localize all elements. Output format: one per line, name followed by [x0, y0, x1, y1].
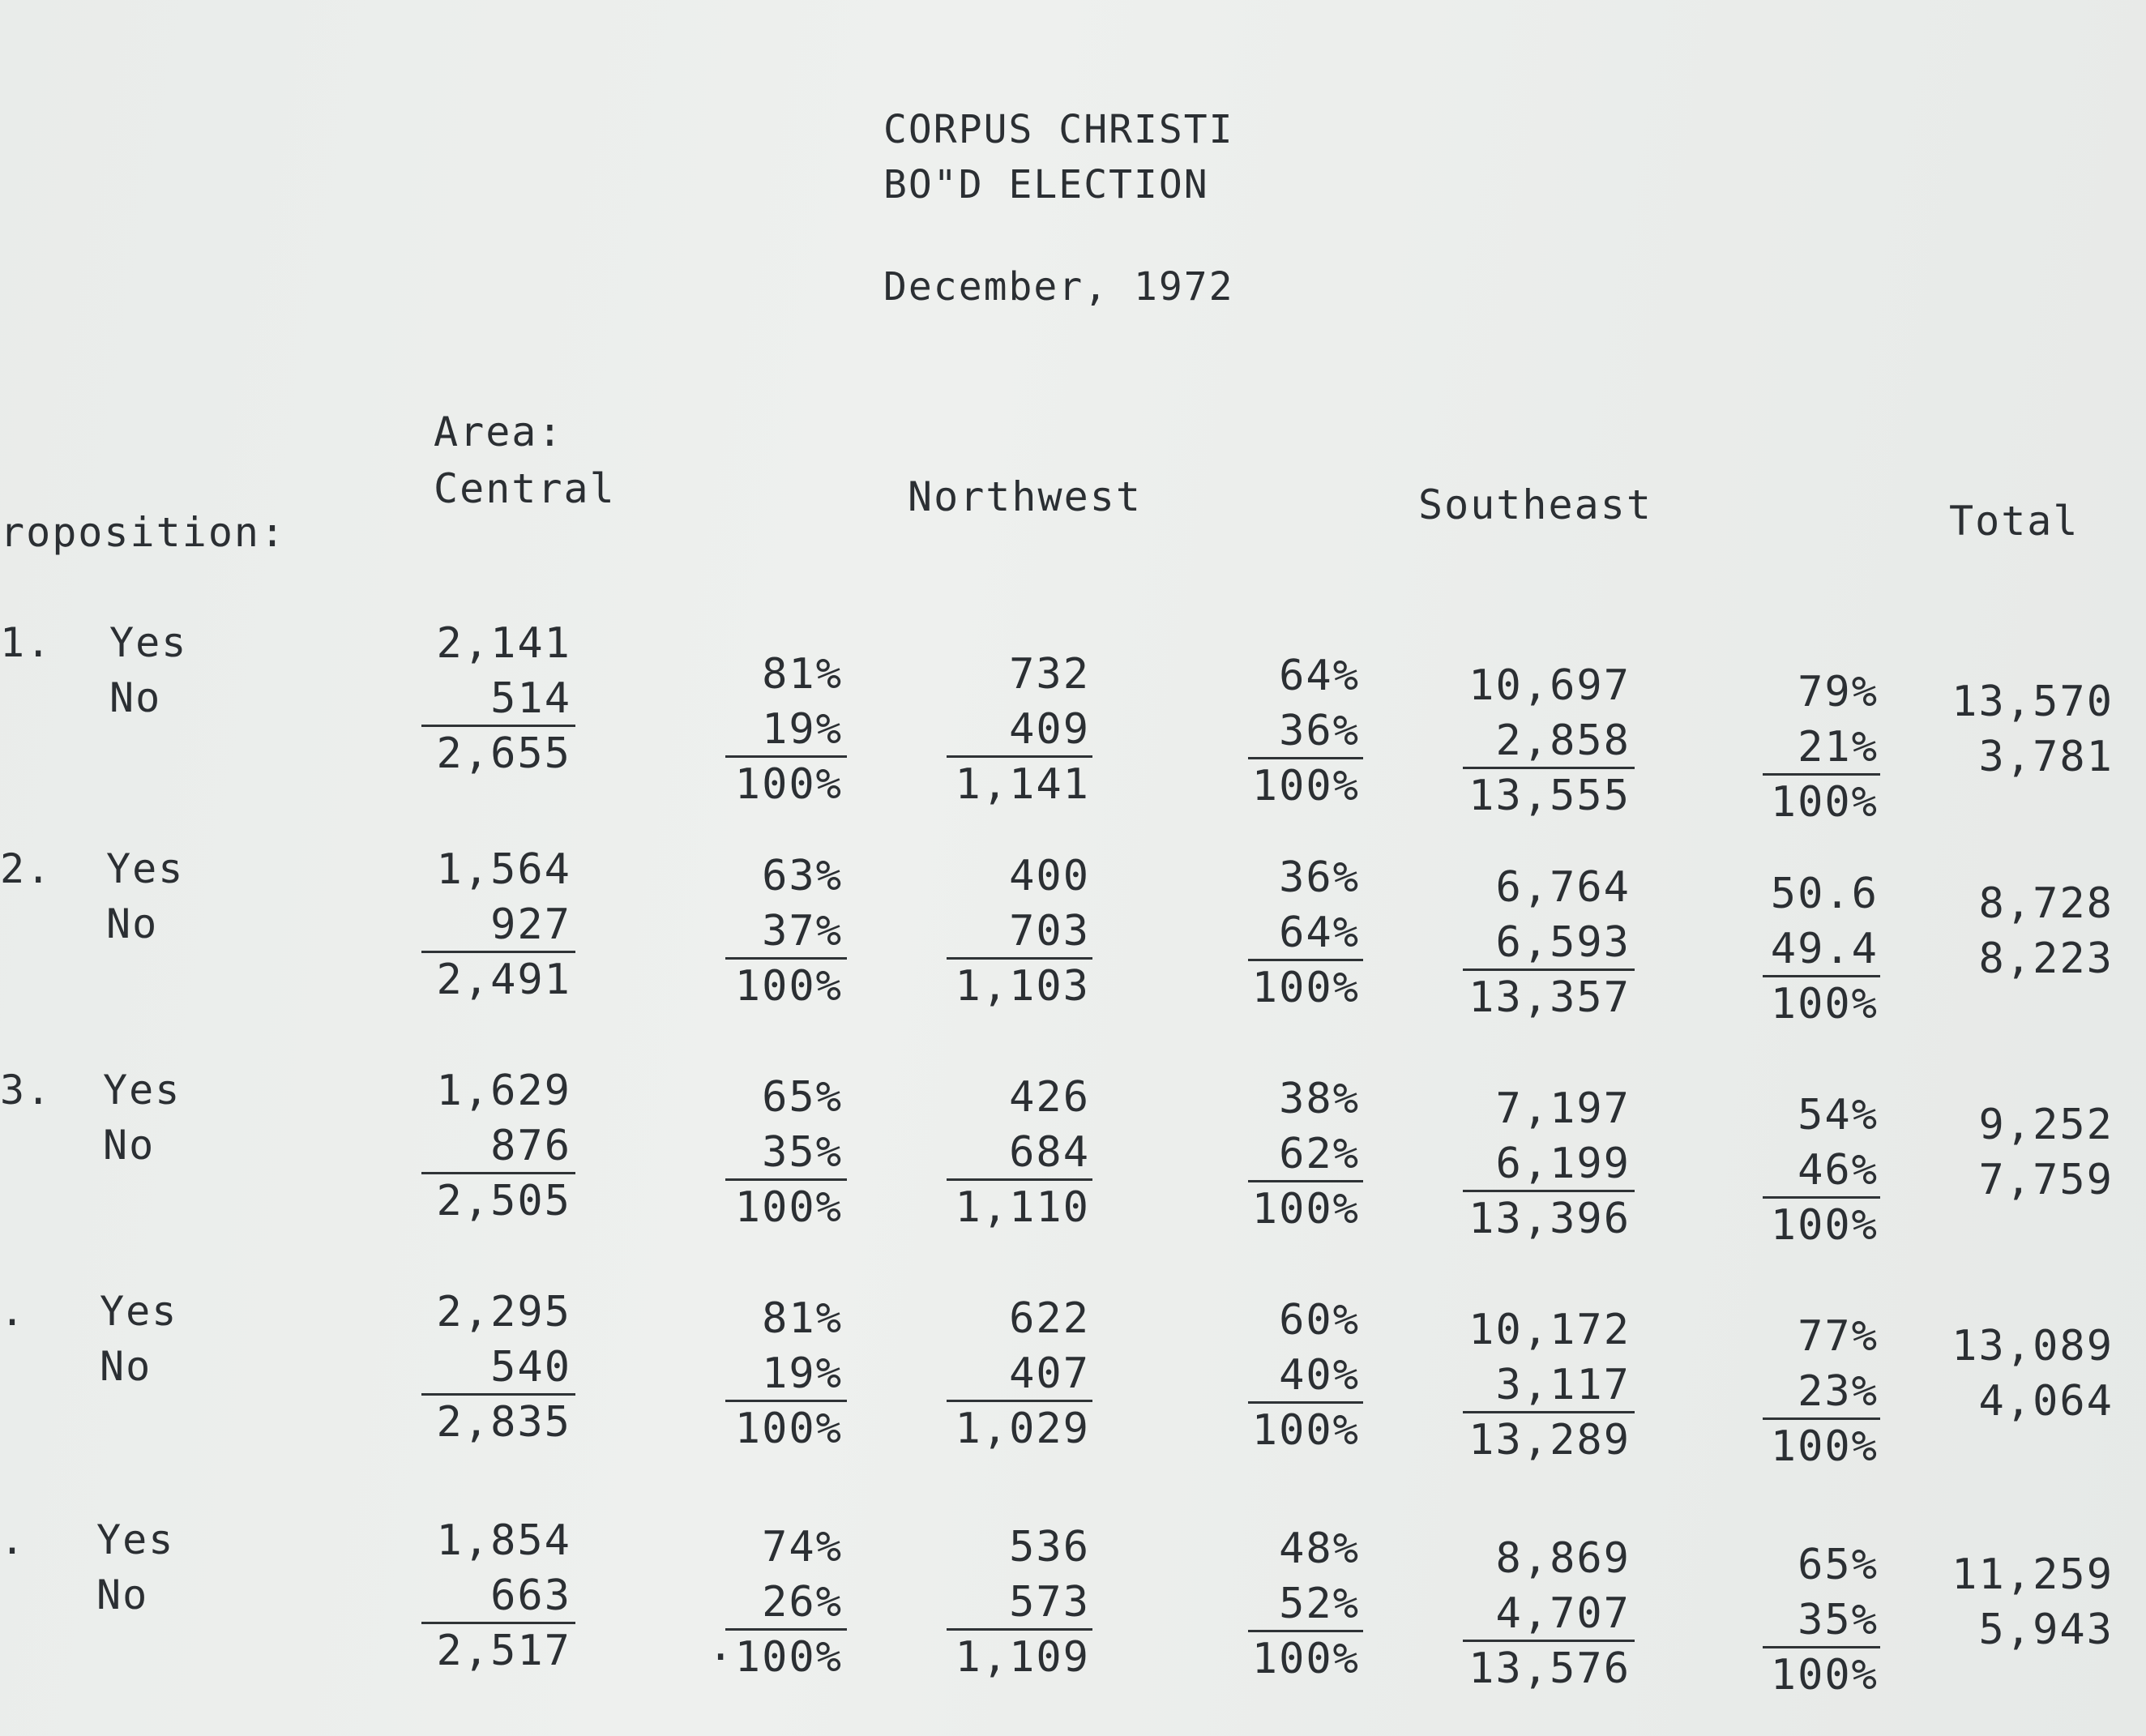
northwest_pct-underline	[1248, 1630, 1363, 1632]
northwest-total-value: 1,103	[955, 962, 1090, 1011]
no-label: No	[106, 900, 159, 947]
southeast-no-value: 6,199	[1495, 1140, 1631, 1188]
southeast-yes-value: 8,869	[1495, 1534, 1631, 1583]
northwest_pct-no-value: 40%	[1279, 1351, 1360, 1400]
central-underline	[421, 951, 575, 953]
northwest_pct-no-value: 64%	[1279, 909, 1360, 957]
northwest-total-value: 1,029	[955, 1405, 1090, 1453]
total-yes-value: 13,089	[1951, 1322, 2114, 1370]
central_pct-underline	[725, 957, 847, 960]
southeast_pct-total-value: 100%	[1770, 778, 1879, 827]
northwest_pct-underline	[1248, 1180, 1363, 1182]
southeast-underline	[1463, 1640, 1635, 1642]
northwest_pct-yes-value: 38%	[1279, 1075, 1360, 1123]
central-yes-value: 1,854	[436, 1516, 571, 1565]
no-label: No	[103, 1122, 156, 1169]
proposition-number: 2.	[0, 845, 53, 892]
central_pct-total-value: 100%	[734, 760, 843, 809]
southeast_pct-no-value: 23%	[1798, 1367, 1879, 1416]
northwest-yes-value: 426	[1009, 1073, 1090, 1122]
central_pct-no-value: 19%	[762, 705, 843, 754]
northwest_pct-yes-value: 64%	[1279, 652, 1360, 700]
southeast-underline	[1463, 1411, 1635, 1413]
central-no-value: 663	[490, 1571, 571, 1620]
yes-label: Yes	[109, 619, 188, 666]
total-yes-value: 8,728	[1978, 879, 2114, 928]
central_pct-total-value: 100%	[734, 962, 843, 1011]
southeast_pct-yes-value: 77%	[1798, 1312, 1879, 1361]
central_pct-yes-value: 65%	[762, 1073, 843, 1122]
header-area-label: Area:	[434, 408, 564, 455]
proposition-number: .	[0, 1288, 27, 1335]
northwest_pct-yes-value: 48%	[1279, 1524, 1360, 1573]
southeast-no-value: 6,593	[1495, 918, 1631, 967]
document-date: December, 1972	[883, 264, 1234, 310]
central-yes-value: 1,629	[436, 1067, 571, 1115]
northwest-underline	[947, 1400, 1092, 1402]
central-yes-value: 2,295	[436, 1288, 571, 1336]
southeast_pct-underline	[1763, 975, 1880, 977]
southeast_pct-total-value: 100%	[1770, 1651, 1879, 1700]
total-yes-value: 9,252	[1978, 1101, 2114, 1149]
southeast_pct-total-value: 100%	[1770, 1201, 1879, 1250]
southeast-total-value: 13,576	[1468, 1644, 1631, 1693]
central-total-value: 2,835	[436, 1398, 571, 1447]
central-no-value: 876	[490, 1122, 571, 1170]
central-no-value: 514	[490, 674, 571, 723]
central-total-value: 2,517	[436, 1627, 571, 1675]
southeast-underline	[1463, 767, 1635, 769]
central_pct-yes-value: 74%	[762, 1523, 843, 1571]
no-label: No	[96, 1571, 149, 1618]
northwest-underline	[947, 755, 1092, 758]
southeast_pct-yes-value: 54%	[1798, 1091, 1879, 1140]
northwest-yes-value: 536	[1009, 1523, 1090, 1571]
southeast_pct-underline	[1763, 1417, 1880, 1420]
central_pct-total-value: 100%	[734, 1405, 843, 1453]
central-underline	[421, 725, 575, 727]
central-total-value: 2,655	[436, 729, 571, 778]
no-label: No	[109, 674, 162, 721]
total-yes-value: 13,570	[1951, 678, 2114, 726]
central-no-value: 540	[490, 1343, 571, 1392]
southeast-no-value: 4,707	[1495, 1589, 1631, 1638]
southeast-underline	[1463, 968, 1635, 971]
proposition-number: 1.	[0, 619, 53, 666]
northwest-yes-value: 622	[1009, 1294, 1090, 1343]
northwest-total-value: 1,141	[955, 760, 1090, 809]
northwest_pct-no-value: 52%	[1279, 1580, 1360, 1628]
northwest_pct-underline	[1248, 959, 1363, 961]
northwest-no-value: 573	[1009, 1578, 1090, 1627]
total-no-value: 4,064	[1978, 1377, 2114, 1426]
northwest-underline	[947, 1178, 1092, 1181]
central_pct-total-value: ·100%	[707, 1633, 843, 1682]
central_pct-underline	[725, 755, 847, 758]
southeast_pct-yes-value: 50.6	[1770, 870, 1879, 918]
southeast_pct-total-value: 100%	[1770, 980, 1879, 1028]
document-subtitle: BO"D ELECTION	[883, 162, 1209, 207]
total-no-value: 7,759	[1978, 1156, 2114, 1204]
southeast-yes-value: 6,764	[1495, 863, 1631, 912]
total-no-value: 8,223	[1978, 934, 2114, 983]
northwest_pct-no-value: 62%	[1279, 1130, 1360, 1178]
header-proposition: roposition:	[0, 509, 287, 556]
northwest-total-value: 1,109	[955, 1633, 1090, 1682]
no-label: No	[100, 1343, 152, 1390]
central-underline	[421, 1622, 575, 1624]
document-title: CORPUS CHRISTI	[883, 107, 1234, 152]
northwest-no-value: 684	[1009, 1128, 1090, 1177]
header-central: Central	[434, 465, 616, 512]
southeast_pct-underline	[1763, 773, 1880, 776]
central_pct-total-value: 100%	[734, 1183, 843, 1232]
central-total-value: 2,491	[436, 956, 571, 1004]
southeast-yes-value: 10,697	[1468, 661, 1631, 710]
yes-label: Yes	[100, 1288, 178, 1335]
central-yes-value: 2,141	[436, 619, 571, 668]
southeast_pct-underline	[1763, 1646, 1880, 1648]
southeast-total-value: 13,357	[1468, 973, 1631, 1022]
southeast-total-value: 13,396	[1468, 1195, 1631, 1243]
central-yes-value: 1,564	[436, 845, 571, 894]
northwest-no-value: 407	[1009, 1349, 1090, 1398]
southeast-yes-value: 10,172	[1468, 1306, 1631, 1354]
yes-label: Yes	[96, 1516, 175, 1563]
northwest-underline	[947, 1628, 1092, 1631]
southeast-underline	[1463, 1190, 1635, 1192]
yes-label: Yes	[103, 1067, 182, 1114]
central_pct-no-value: 37%	[762, 907, 843, 956]
southeast-no-value: 2,858	[1495, 716, 1631, 765]
northwest_pct-yes-value: 36%	[1279, 853, 1360, 902]
central-underline	[421, 1393, 575, 1396]
total-no-value: 3,781	[1978, 733, 2114, 781]
southeast-no-value: 3,117	[1495, 1361, 1631, 1409]
northwest_pct-underline	[1248, 757, 1363, 759]
southeast_pct-no-value: 49.4	[1770, 925, 1879, 973]
proposition-number: .	[0, 1516, 27, 1563]
central-underline	[421, 1172, 575, 1174]
northwest_pct-total-value: 100%	[1251, 762, 1360, 810]
central_pct-yes-value: 63%	[762, 852, 843, 900]
total-yes-value: 11,259	[1951, 1550, 2114, 1599]
northwest-no-value: 703	[1009, 907, 1090, 956]
northwest_pct-no-value: 36%	[1279, 707, 1360, 755]
southeast-yes-value: 7,197	[1495, 1084, 1631, 1133]
northwest-no-value: 409	[1009, 705, 1090, 754]
southeast_pct-yes-value: 65%	[1798, 1541, 1879, 1589]
yes-label: Yes	[106, 845, 185, 892]
southeast_pct-yes-value: 79%	[1798, 668, 1879, 716]
northwest_pct-total-value: 100%	[1251, 1635, 1360, 1683]
southeast-total-value: 13,555	[1468, 772, 1631, 820]
northwest_pct-total-value: 100%	[1251, 1406, 1360, 1455]
southeast-total-value: 13,289	[1468, 1416, 1631, 1464]
southeast_pct-total-value: 100%	[1770, 1422, 1879, 1471]
northwest-underline	[947, 957, 1092, 960]
northwest_pct-total-value: 100%	[1251, 1185, 1360, 1234]
southeast_pct-underline	[1763, 1196, 1880, 1199]
total-no-value: 5,943	[1978, 1606, 2114, 1654]
central_pct-no-value: 35%	[762, 1128, 843, 1177]
northwest-yes-value: 732	[1009, 650, 1090, 699]
southeast_pct-no-value: 35%	[1798, 1596, 1879, 1644]
southeast_pct-no-value: 46%	[1798, 1146, 1879, 1195]
central-no-value: 927	[490, 900, 571, 949]
central_pct-yes-value: 81%	[762, 650, 843, 699]
northwest_pct-underline	[1248, 1401, 1363, 1404]
southeast_pct-no-value: 21%	[1798, 723, 1879, 772]
northwest_pct-total-value: 100%	[1251, 964, 1360, 1012]
central_pct-yes-value: 81%	[762, 1294, 843, 1343]
northwest_pct-yes-value: 60%	[1279, 1296, 1360, 1345]
central_pct-no-value: 19%	[762, 1349, 843, 1398]
central_pct-underline	[725, 1628, 847, 1631]
northwest-total-value: 1,110	[955, 1183, 1090, 1232]
central_pct-underline	[725, 1400, 847, 1402]
header-southeast: Southeast	[1418, 481, 1652, 528]
central_pct-underline	[725, 1178, 847, 1181]
proposition-number: 3.	[0, 1067, 53, 1114]
central-total-value: 2,505	[436, 1177, 571, 1225]
central_pct-no-value: 26%	[762, 1578, 843, 1627]
northwest-yes-value: 400	[1009, 852, 1090, 900]
header-northwest: Northwest	[908, 473, 1142, 520]
header-total: Total	[1949, 498, 2080, 545]
